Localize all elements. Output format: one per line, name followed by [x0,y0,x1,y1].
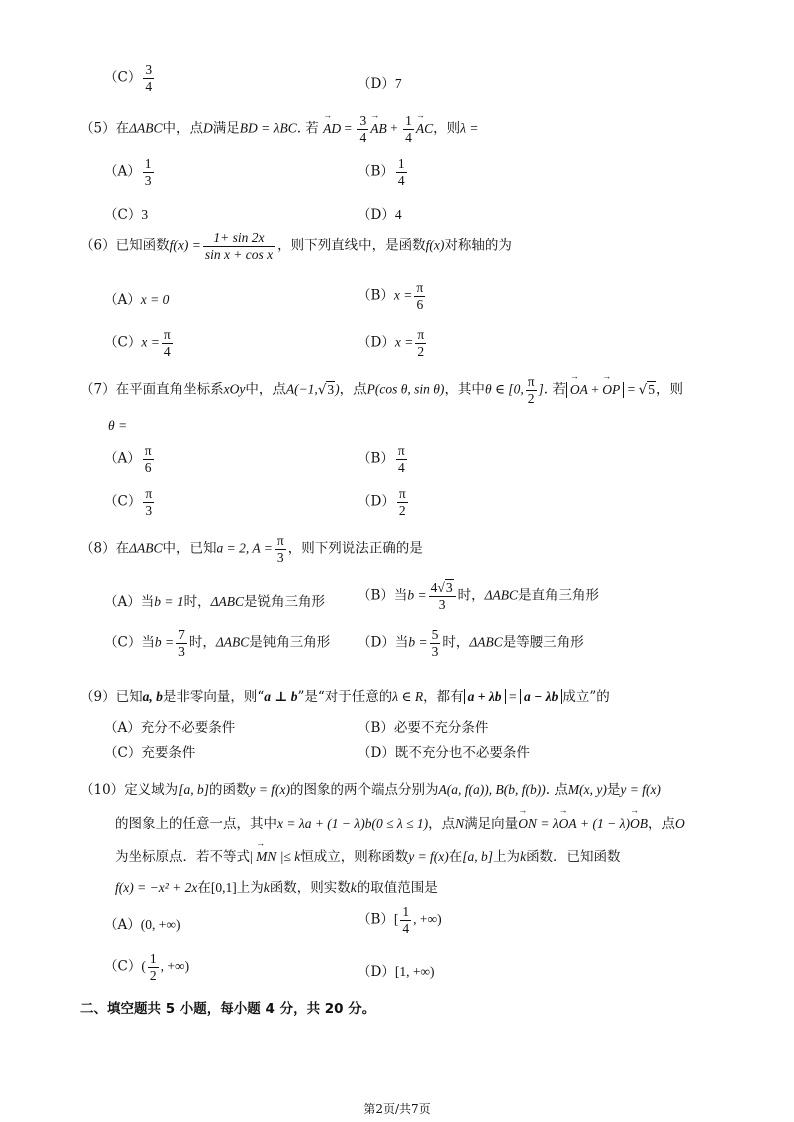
q7-option-d: （D） $\frac{\pi}{2}$ [357,486,406,518]
q8-option-a: （A）当b = 1时，ΔABC是锐角三角形 [104,594,326,610]
q5-option-a: （A） $\frac{1}{3}$ [104,156,152,188]
q5-option-d: （D）4 [357,207,402,223]
q5-option-c: （C）3 [104,207,149,223]
q6-stem: （6）已知函数f(x) = $\frac{1+ \sin 2x}{\text{sin x + cos x}}$ ，则下列直线中，是函数f(x)对称轴的为 [80,230,512,262]
q6-option-d: （D）x = $\frac{\pi}{2}$ [357,327,425,359]
q5-option-b: （B） $\frac{1}{4}$ [357,156,405,188]
q6-option-a: （A）x = 0 [104,292,170,308]
q7-stem-line2: θ = [108,418,128,433]
q8-option-c: （C）当b = $\frac{7}{3}$ 时，ΔABC是钝角三角形 [104,627,331,659]
q9-option-d: （D）既不充分也不必要条件 [357,745,530,761]
q9-option-a: （A）充分不必要条件 [104,720,236,736]
q10-option-a: （A）(0, +∞) [104,917,181,933]
q8-option-d: （D）当b = $\frac{5}{3}$ 时，ΔABC是等腰三角形 [357,627,584,659]
q7-option-b: （B） $\frac{\pi}{4}$ [357,443,405,475]
q6-option-b: （B）x = $\frac{\pi}{6}$ [357,280,424,312]
q8-option-b: （B）当b = $\frac{4√3}{3}$ 时，ΔABC是直角三角形 [357,580,600,612]
q10-stem-line4: f(x) = −x² + 2x在[0,1]上为k函数，则实数k的取值范围是 [115,880,438,896]
q10-stem-line2: 的图象上的任意一点，其中x = λa + (1 − λ)b(0 ≤ λ ≤ 1)，点N满足向量ON → = λOA → + (1 − λ)OB →，点O [115,812,685,832]
q4-option-d: （D）7 [357,76,402,92]
q10-option-d: （D）[1, +∞) [357,964,435,980]
q5-stem: （5）在ΔABC中，点D满足BD = λBC. 若 AD → = $\frac{3}{4}$ AB → + $\frac{1}{4}$ AC →，则λ = [80,113,478,145]
q10-option-b: （B）[ $\frac{1}{4}$ , +∞) [357,904,442,936]
q9-option-c: （C）充要条件 [104,745,196,761]
q6-option-c: （C）x = $\frac{\pi}{4}$ [104,327,171,359]
q8-stem: （8）在ΔABC中，已知a = 2, A = $\frac{\pi}{3}$ ，则下列说法正确的是 [80,533,423,565]
q9-stem: （9）已知a, b是非零向量，则“a ⊥ b”是“对于任意的λ ∈ R，都有 a + λb = a − λb 成立”的 [80,689,610,705]
q9-option-b: （B）必要不充分条件 [357,720,489,736]
section-2-heading: 二、填空题共 5 小题，每小题 4 分，共 20 分。 [80,1001,376,1017]
page-footer: 第2页/共7页 [363,1102,431,1116]
q10-stem-line3: 为坐标原点．若不等式| MN → |≤ k恒成立，则称函数y = f(x)在[a, b]上为k函数．已知函数 [115,845,621,865]
q7-stem: （7）在平面直角坐标系xOy中，点A(−1,√3)，点P(cos θ, sin θ)，其中θ ∈ [0, $\frac{\pi}{2}$ ]. 若 OA → + OP → = √5，则 [80,374,683,406]
q7-option-c: （C） $\frac{\pi}{3}$ [104,486,153,518]
q7-option-a: （A） $\frac{\pi}{6}$ [104,443,152,475]
q10-option-c: （C）( $\frac{1}{2}$ , +∞) [104,951,190,983]
q10-stem-line1: （10）定义域为[a, b]的函数y = f(x)的图象的两个端点分别为A(a, f(a)), B(b, f(b)). 点M(x, y)是y = f(x) [80,782,661,798]
q4-option-c: （C） $\frac{3}{4}$ [104,62,153,94]
